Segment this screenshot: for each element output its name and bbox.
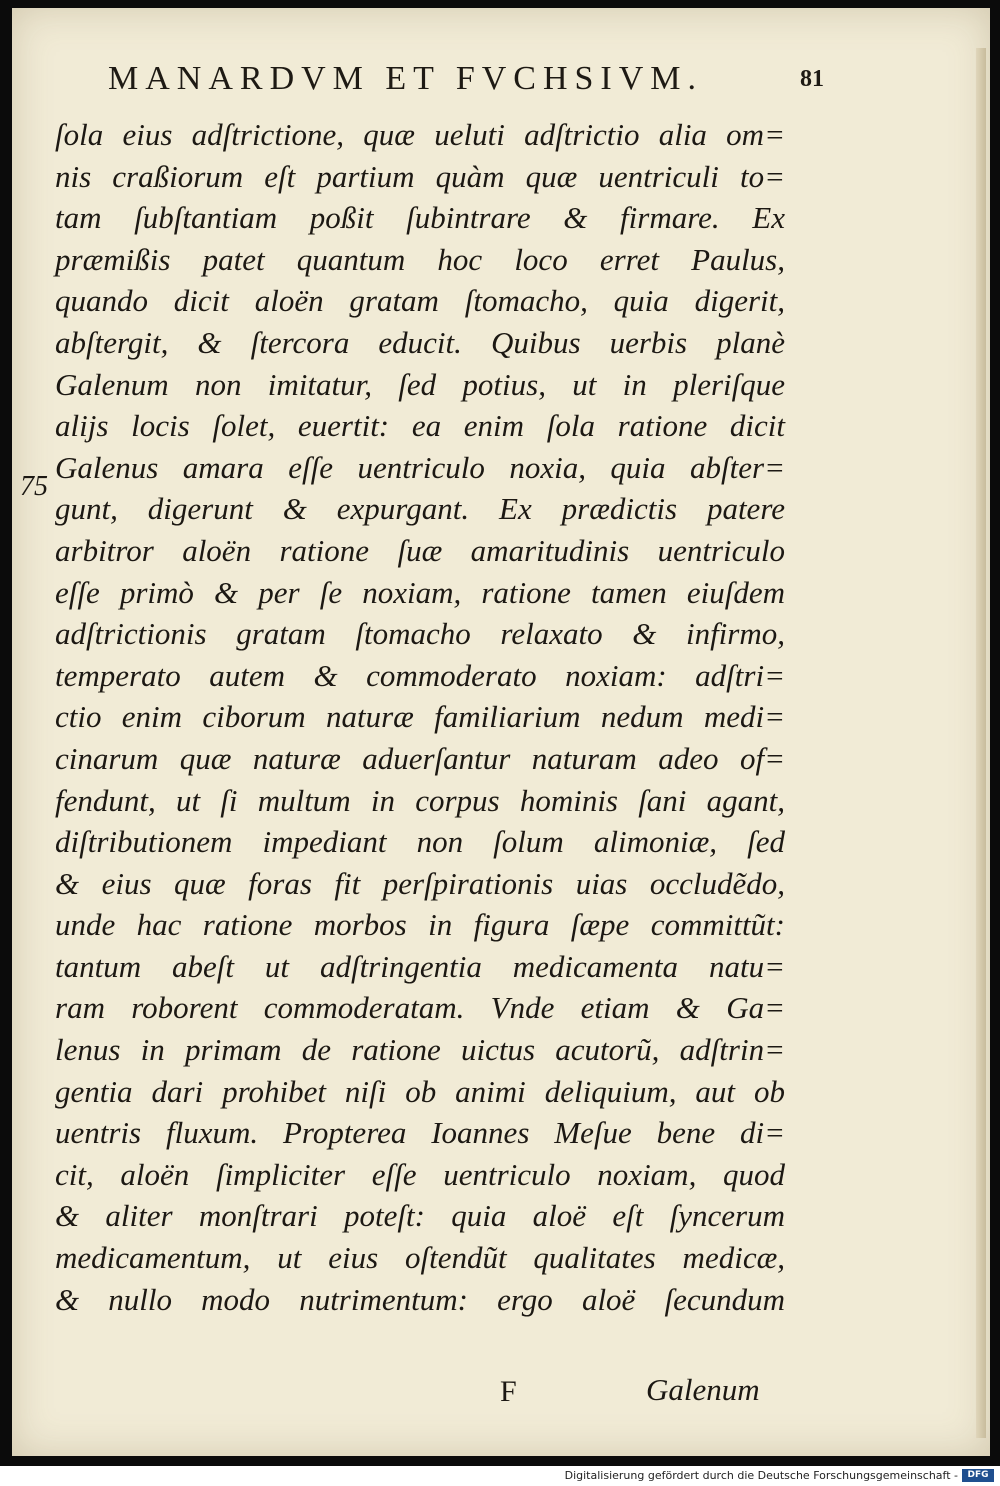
text-line: gunt, digerunt & expurgant. Ex prædictis patere <box>55 491 785 527</box>
signature-mark: F <box>500 1375 517 1408</box>
text-line: tam ſubſtantiam poßit ſubintrare & firmare. Ex <box>55 200 785 236</box>
text-line: quando dicit aloën gratam ſtomacho, quia digerit, <box>55 283 785 319</box>
text-line: & nullo modo nutrimentum: ergo aloë ſecundum <box>55 1281 785 1317</box>
text-line: tantum abeſt ut adſtringentia medicamenta natu= <box>55 948 785 984</box>
text-line: Galenum non imitatur, ſed potius, ut in pleriſque <box>55 366 785 402</box>
body-text <box>55 114 785 1320</box>
margin-line-number: 75 <box>20 471 48 502</box>
dfg-logo-icon: DFG <box>962 1469 994 1482</box>
text-line: fendunt, ut ſi multum in corpus hominis ſani agant, <box>55 782 785 818</box>
text-line: gentia dari prohibet niſi ob animi deliquium, aut ob <box>55 1073 785 1109</box>
text-line: unde hac ratione morbos in figura ſæpe committũt: <box>55 907 785 943</box>
folio-number: 81 <box>800 66 824 92</box>
text-line: arbitror aloën ratione ſuæ amaritudinis uentriculo <box>55 532 785 568</box>
text-line: uentris fluxum. Propterea Ioannes Meſue bene di= <box>55 1115 785 1151</box>
text-line: abſtergit, & ſtercora educit. Quibus uerbis planè <box>55 324 785 360</box>
text-line: cit, aloën ſimpliciter eſſe uentriculo noxiam, quod <box>55 1156 785 1192</box>
text-line: medicamentum, ut eius oſtendũt qualitates medicæ, <box>55 1240 785 1276</box>
text-line: ram roborent commoderatam. Vnde etiam & Ga= <box>55 990 785 1026</box>
text-line: diſtributionem impediant non ſolum alimoniæ, ſed <box>55 824 785 860</box>
page-edge <box>976 48 986 1438</box>
text-line: præmißis patet quantum hoc loco erret Paulus, <box>55 241 785 277</box>
text-line: ſola eius adſtrictione, quæ ueluti adſtrictio alia om= <box>55 117 785 152</box>
text-line: Galenus amara eſſe uentriculo noxia, quia abſter= <box>55 449 785 485</box>
funding-credit: Digitalisierung gefördert durch die Deutsche Forschungsgemeinschaft - <box>564 1469 958 1482</box>
text-line: cinarum quæ naturæ aduerſantur naturam adeo of= <box>55 740 785 776</box>
text-line: ctio enim ciborum naturæ familiarium nedum medi= <box>55 699 785 735</box>
text-line: adſtrictionis gratam ſtomacho relaxato & infirmo, <box>55 616 785 652</box>
text-line: nis craßiorum eſt partium quàm quæ uentriculi to= <box>55 158 785 194</box>
text-line: alijs locis ſolet, euertit: ea enim ſola ratione dicit <box>55 408 785 444</box>
text-line: temperato autem & commoderato noxiam: adſtri= <box>55 657 785 693</box>
catchword: Galenum <box>646 1372 760 1407</box>
footer-bar <box>0 1466 1000 1486</box>
running-head: MANARDVM ET FVCHSIVM. <box>108 60 704 97</box>
text-line: eſſe primò & per ſe noxiam, ratione tamen eiuſdem <box>55 574 785 610</box>
text-line: & eius quæ foras fit perſpirationis uias occludẽdo, <box>55 865 785 901</box>
text-line: lenus in primam de ratione uictus acutorũ, adſtrin= <box>55 1032 785 1068</box>
text-line: & aliter monſtrari poteſt: quia aloë eſt ſyncerum <box>55 1198 785 1234</box>
